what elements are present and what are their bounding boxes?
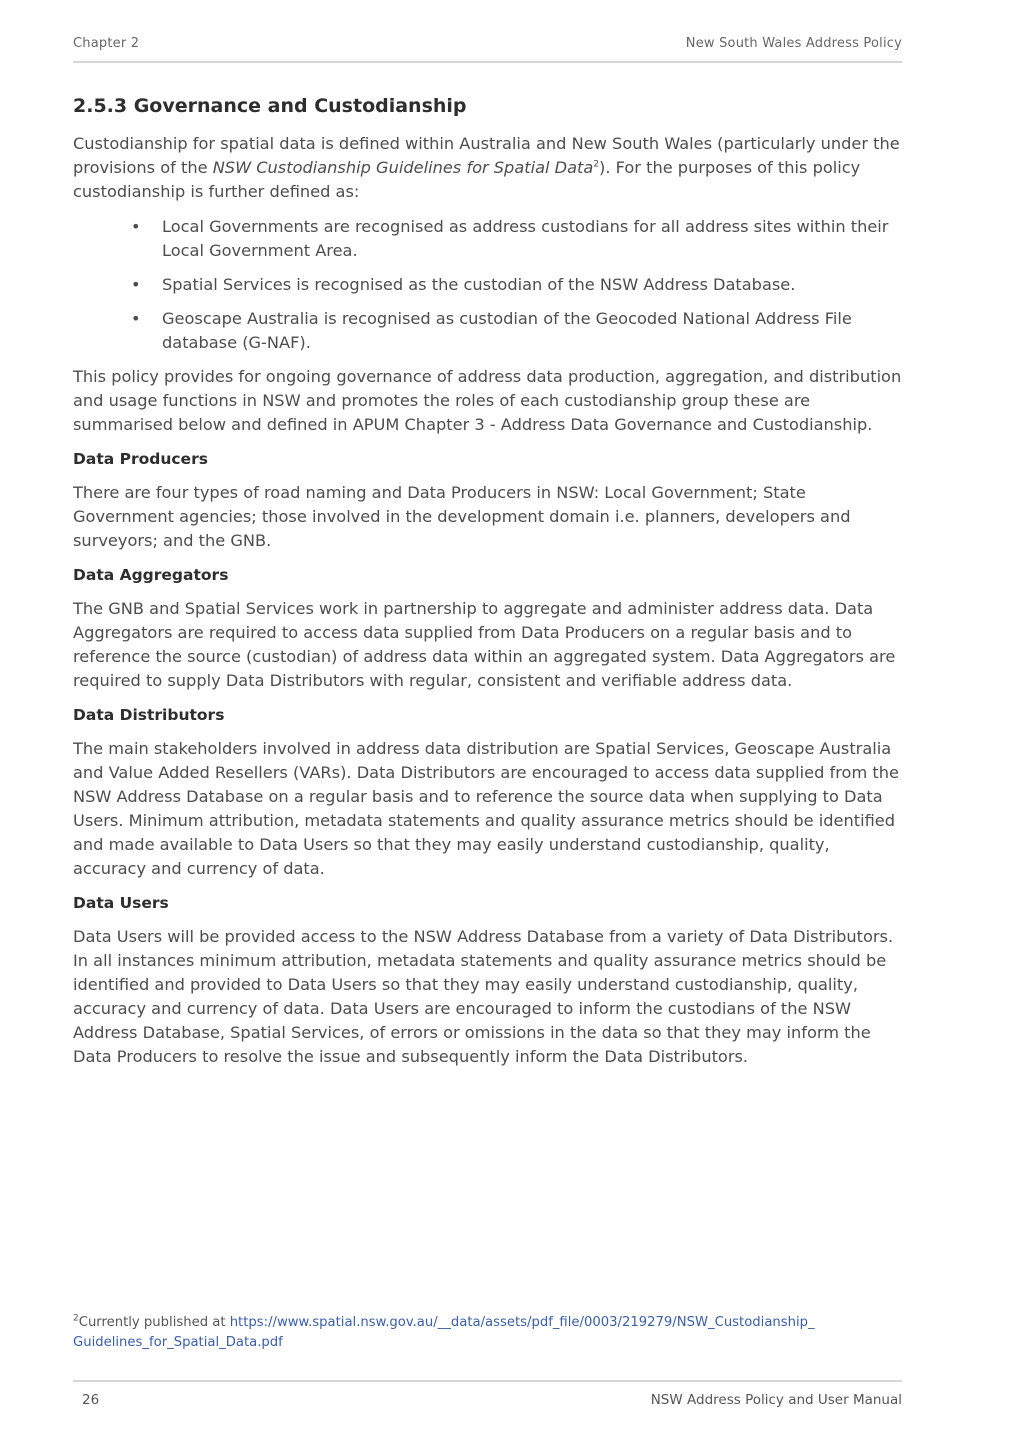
data-users-paragraph: Data Users will be provided access to the NSW Address Database from a variety of Data Distributors. In all instances minimum attribution, metadata statements and quality assurance metrics should be identified and provided to Data Users so that they may easily understand custodianship, quality, accuracy and currency of data. Data Users are encouraged to inform the custodians of the NSW Address Database, Spatial Services, of errors or omissions in the data so that they may inform the Data Producers to resolve the issue and subsequently inform the Data Distributors. bbox=[73, 927, 894, 1066]
subheading-data-aggregators: Data Aggregators bbox=[73, 566, 229, 584]
chapter-label: Chapter 2 bbox=[73, 36, 140, 51]
data-aggregators-paragraph: The GNB and Spatial Services work in partnership to aggregate and administer address data. Data Aggregators are required to access data supplied from Data Producers on a regular basis and to reference the source (custodian) of address data within an aggregated system. Data Aggregators are required to supply Data Distributors with regular, consistent and verifiable address data. bbox=[73, 599, 896, 690]
document-title: New South Wales Address Policy bbox=[685, 36, 902, 51]
manual-title: NSW Address Policy and User Manual bbox=[650, 1392, 902, 1408]
guidelines-title: NSW Custodianship Guidelines for Spatial Data bbox=[212, 158, 594, 177]
main-content bbox=[73, 93, 905, 1079]
page-footer bbox=[73, 1392, 902, 1408]
page-number: 26 bbox=[82, 1392, 100, 1408]
list-item-text: Spatial Services is recognised as the custodian of the NSW Address Database. bbox=[162, 275, 796, 294]
intro-text-start: Custodianship for spatial data is defined within Australia and New South Wales (particularly under the provisions of the bbox=[73, 134, 900, 177]
intro-paragraph bbox=[73, 132, 905, 204]
summary-paragraph: This policy provides for ongoing governance of address data production, aggregation, and distribution and usage functions in NSW and promotes the roles of each custodianship group these are summarised below and defined in APUM Chapter 3 - Address Data Governance and Custodianship. bbox=[73, 367, 902, 434]
bullet-icon: • bbox=[131, 275, 141, 294]
bullet-icon: • bbox=[131, 309, 141, 328]
list-item bbox=[73, 273, 905, 297]
footer-divider bbox=[73, 1380, 902, 1382]
header-divider bbox=[73, 61, 902, 63]
list-item bbox=[73, 307, 905, 355]
intro-text-end: ). For the purposes of this policy custodianship is further defined as: bbox=[73, 158, 861, 201]
footnote bbox=[73, 1313, 905, 1353]
footnote-ref: 2 bbox=[593, 159, 600, 170]
footnote-link-line2: Guidelines_for_Spatial_Data.pdf bbox=[73, 1335, 283, 1350]
subheading-data-users: Data Users bbox=[73, 894, 169, 912]
custodian-list bbox=[73, 215, 905, 355]
list-item bbox=[73, 215, 905, 263]
page-header bbox=[73, 36, 902, 51]
footnote-link-line1: https://www.spatial.nsw.gov.au/__data/assets/pdf_file/0003/219279/NSW_Custodianship_ bbox=[229, 1315, 815, 1330]
footnote-marker: 2 bbox=[73, 1313, 79, 1324]
subheading-data-distributors: Data Distributors bbox=[73, 706, 225, 724]
list-item-text: Geoscape Australia is recognised as custodian of the Geocoded National Address File database (G-NAF). bbox=[162, 309, 852, 352]
bullet-icon: • bbox=[131, 217, 141, 236]
data-distributors-paragraph: The main stakeholders involved in address data distribution are Spatial Services, Geoscape Australia and Value Added Resellers (VARs). Data Distributors are encouraged to access data supplied from the NSW Address Database on a regular basis and to reference the source data when supplying to Data Users. Minimum attribution, metadata statements and quality assurance metrics should be identified and made available to Data Users so that they may easily understand custodianship, quality, accuracy and currency of data. bbox=[73, 739, 899, 878]
footnote-text: Currently published at bbox=[78, 1315, 230, 1330]
list-item-text: Local Governments are recognised as address custodians for all address sites within their Local Government Area. bbox=[162, 217, 889, 260]
subheading-data-producers: Data Producers bbox=[73, 450, 208, 468]
section-title: 2.5.3 Governance and Custodianship bbox=[73, 95, 467, 117]
data-producers-paragraph: There are four types of road naming and Data Producers in NSW: Local Government; State Government agencies; those involved in the development domain i.e. planners, developers and surveyors; and the GNB. bbox=[73, 483, 851, 550]
